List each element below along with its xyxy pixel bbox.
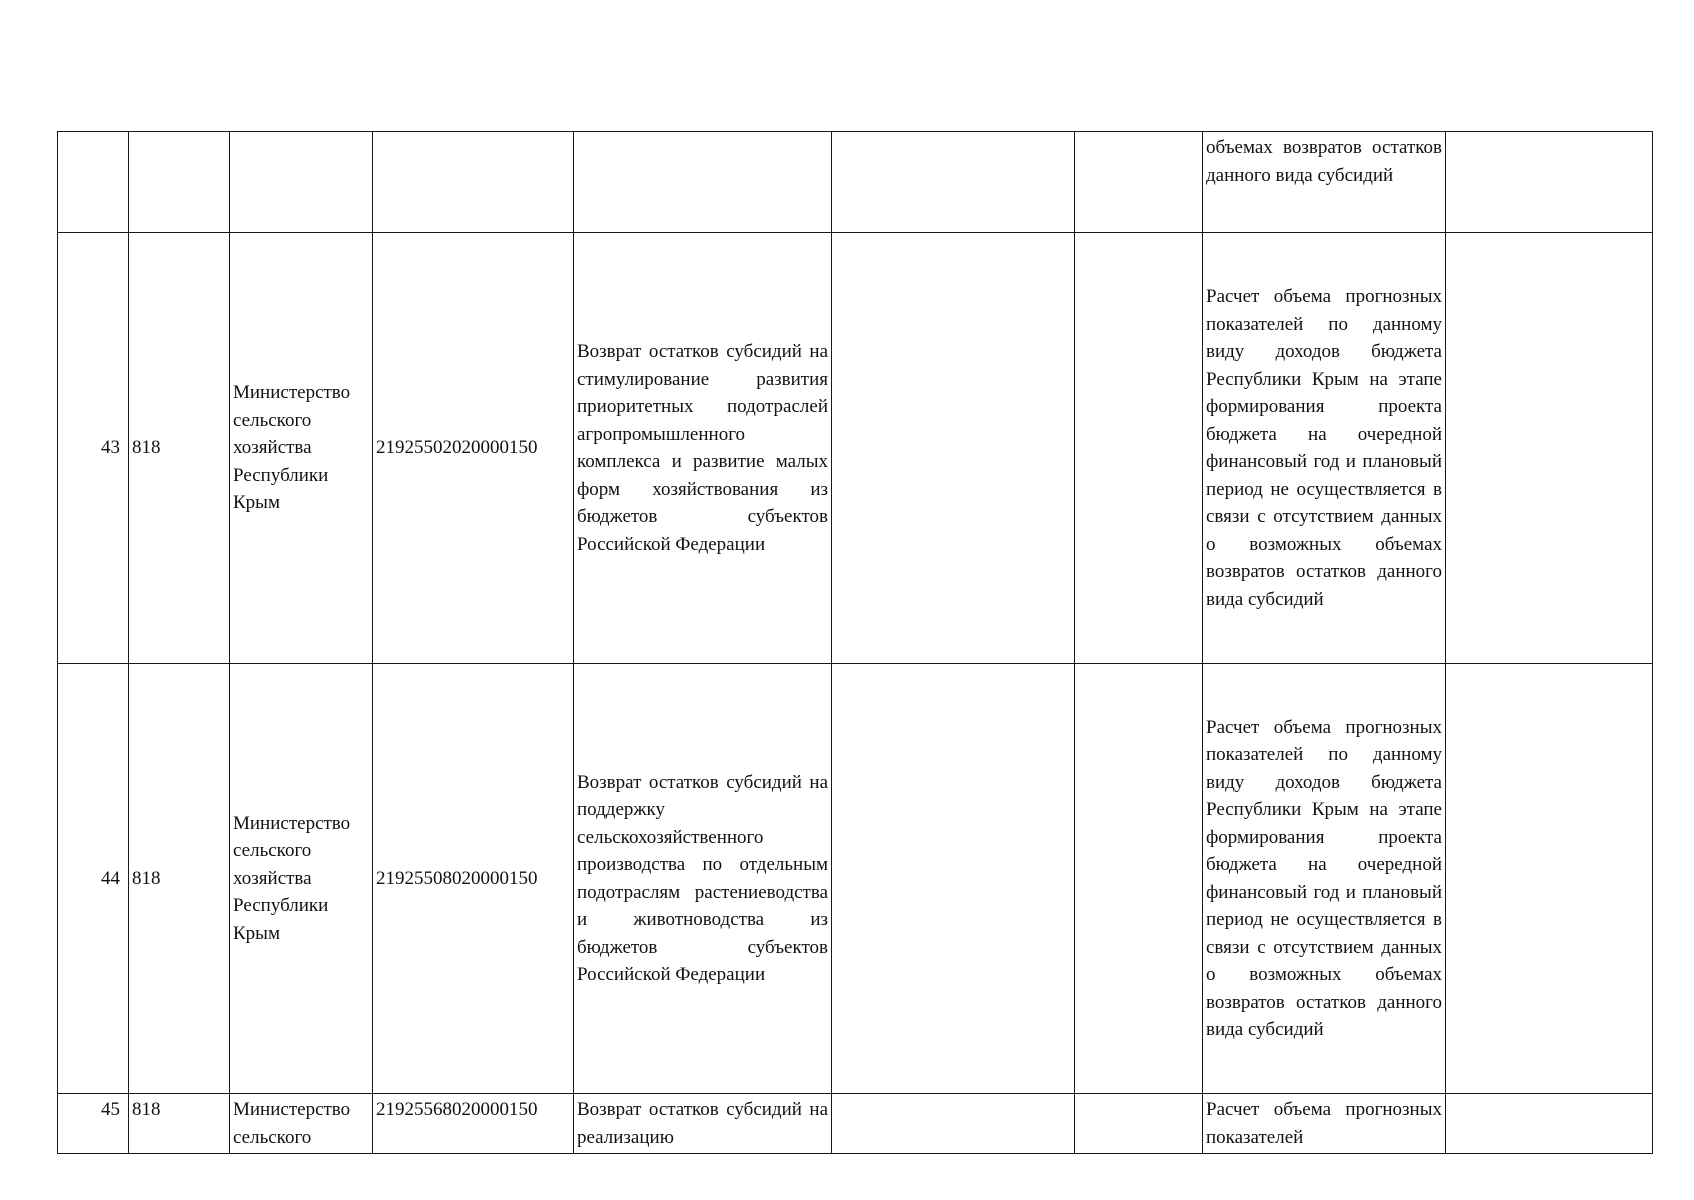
empty-cell: [1446, 233, 1653, 664]
revenue-description: [574, 132, 832, 233]
admin-code: [129, 132, 230, 233]
empty-cell: [1446, 1094, 1653, 1154]
table-row: [58, 132, 1653, 233]
empty-cell: [1075, 1094, 1203, 1154]
row-number: 45: [58, 1094, 129, 1154]
admin-code: 818: [129, 233, 230, 664]
calculation-method: Расчет объема прогнозных показателей по данному виду доходов бюджета Республики Крым на этапе формирования проекта бюджета на очередной финансовый год и плановый период не осуществляется в связи с отсутствием данных о возможных объемах возвратов остатков данного вида субсидий: [1203, 664, 1446, 1094]
empty-cell: [1446, 132, 1653, 233]
ministry-name: [230, 132, 373, 233]
calculation-method: объемах возвратов остатков данного вида субсидий: [1203, 132, 1446, 233]
budget-code: 21925568020000150: [373, 1094, 574, 1154]
row-number: 43: [58, 233, 129, 664]
empty-cell: [832, 664, 1075, 1094]
empty-cell: [832, 132, 1075, 233]
calculation-method: Расчет объема прогнозных показателей по данному виду доходов бюджета Республики Крым на этапе формирования проекта бюджета на очередной финансовый год и плановый период не осуществляется в связи с отсутствием данных о возможных объемах возвратов остатков данного вида субсидий: [1203, 233, 1446, 664]
empty-cell: [832, 233, 1075, 664]
ministry-name: Министерство сельского хозяйства Республики Крым: [230, 233, 373, 664]
row-number: 44: [58, 664, 129, 1094]
table-row: [58, 1094, 1653, 1154]
empty-cell: [1075, 233, 1203, 664]
table-row: [58, 664, 1653, 1094]
admin-code: 818: [129, 664, 230, 1094]
admin-code: 818: [129, 1094, 230, 1154]
ministry-name: Министерство сельского: [230, 1094, 373, 1154]
empty-cell: [1075, 132, 1203, 233]
budget-code: 21925508020000150: [373, 664, 574, 1094]
budget-code: [373, 132, 574, 233]
ministry-name: Министерство сельского хозяйства Республики Крым: [230, 664, 373, 1094]
calculation-method: Расчет объема прогнозных показателей: [1203, 1094, 1446, 1154]
row-number: [58, 132, 129, 233]
budget-code: 21925502020000150: [373, 233, 574, 664]
empty-cell: [1075, 664, 1203, 1094]
revenue-description: Возврат остатков субсидий на реализацию: [574, 1094, 832, 1154]
empty-cell: [832, 1094, 1075, 1154]
revenue-description: Возврат остатков субсидий на поддержку сельскохозяйственного производства по отдельным подотраслям растениеводства и животноводства из бюджетов субъектов Российской Федерации: [574, 664, 832, 1094]
revenue-description: Возврат остатков субсидий на стимулирование развития приоритетных подотраслей агропромышленного комплекса и развитие малых форм хозяйствования из бюджетов субъектов Российской Федерации: [574, 233, 832, 664]
empty-cell: [1446, 664, 1653, 1094]
budget-table: [57, 131, 1653, 1154]
table-row: [58, 233, 1653, 664]
